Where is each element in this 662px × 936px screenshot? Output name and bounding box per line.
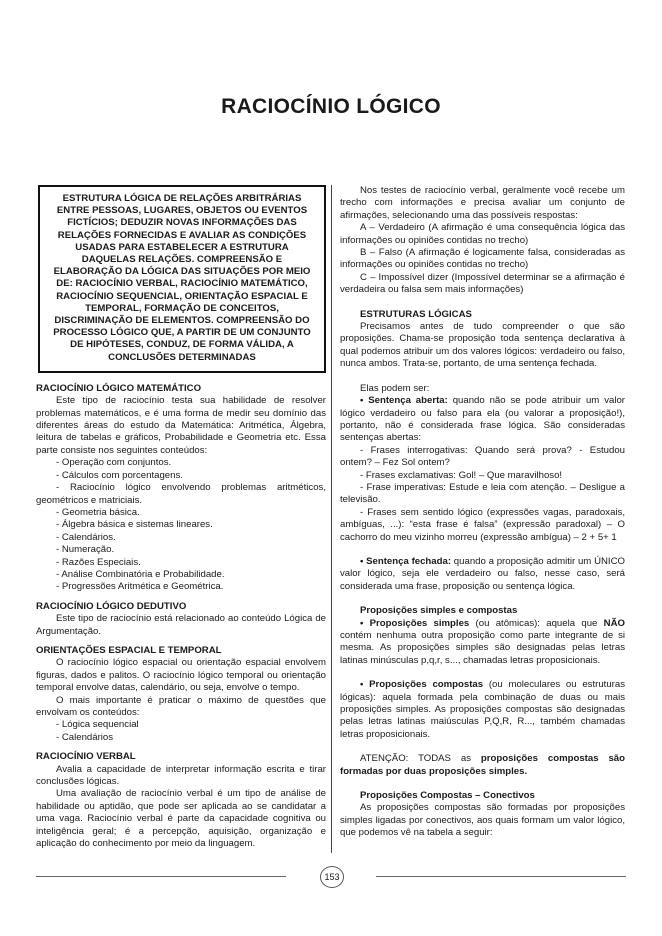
list-item: - Frases interrogativas: Quando será prova? - Estudou ontem? – Fez Sol ontem? xyxy=(340,444,625,469)
paragraph: Uma avaliação de raciocínio verbal é um tipo de análise de habilidade ou aptidão, que pode ser aplicada ao se candidatar a uma vaga. Raciocínio verbal é parte da capacidade cognitiva ou inteligência geral; é a percepção, aquisição, organização e aplicação do conhecimento por meio da linguagem. xyxy=(36,788,326,850)
paragraph-sentenca-fechada: • Sentença fechada: quando a proposição admitir um ÚNICO valor lógico, seja ele verdadeiro ou falso, nesse caso, será considerada uma frase, proposição ou sentença lógica. xyxy=(340,555,625,592)
list-item: - Frase imperativas: Estude e leia com atenção. – Desligue a televisão. xyxy=(340,481,625,506)
page-number: 153 xyxy=(320,866,344,888)
attention-note: ATENÇÃO: TODAS as proposições compostas são formadas por duas proposições simples. xyxy=(340,753,625,777)
answer-option: C – Impossível dizer (Impossível determinar se a afirmação é verdadeira ou falsa sem mais informações) xyxy=(340,271,625,296)
term-label: • Sentença fechada: xyxy=(360,555,452,567)
term-label: • Proposições compostas xyxy=(360,679,484,691)
paragraph: O raciocínio lógico espacial ou orientação espacial envolvem figuras, dados e palitos. O raciocínio lógico temporal ou orientação temporal envolve datas, calendário, ou seja, envolve o tempo. xyxy=(36,657,326,694)
list-item: - Geometria básica. xyxy=(56,506,140,518)
section-heading-conectivos: Proposições Compostas – Conectivos xyxy=(360,790,535,802)
list-item: - Análise Combinatória e Probabilidade. xyxy=(56,568,225,580)
section-heading-matematico: RACIOCÍNIO LÓGICO MATEMÁTICO xyxy=(36,382,202,394)
list-item: - Progressões Aritmética e Geométrica. xyxy=(56,581,224,593)
list-item: - Raciocínio lógico envolvendo problemas aritméticos, geométricos e matriciais. xyxy=(36,482,326,506)
list-item: - Frases exclamativas: Gol! – Que maravilhoso! xyxy=(360,469,563,481)
term-label: • Sentença aberta: xyxy=(360,395,448,407)
paragraph: As proposições compostas são formadas por proposições simples ligadas por conectivos, aos quais formam um valor lógico, que podemos vê na tabela a seguir: xyxy=(340,802,625,839)
content-list xyxy=(36,457,326,593)
paragraph-sentenca-aberta: • Sentença aberta: quando não se pode atribuir um valor lógico verdadeiro ou falso para ela (ou valorar a proposição!), portanto, não é considerada frase lógica. São consideradas sentenças abertas: xyxy=(340,395,625,444)
paragraph: Elas podem ser: xyxy=(360,382,430,394)
page-title: RACIOCÍNIO LÓGICO xyxy=(221,95,441,118)
list-item: - Numeração. xyxy=(56,544,115,556)
section-heading-proposicoes: Proposições simples e compostas xyxy=(360,605,518,617)
paragraph: Este tipo de raciocínio está relacionado ao conteúdo Lógica de Argumentação. xyxy=(36,613,326,637)
paragraph: Este tipo de raciocínio testa sua habilidade de resolver problemas matemáticos, e é uma forma de medir seu domínio das diferentes áreas do estudo da Matemática: Aritmética, Álgebra, leitura de tabelas e gráficos, Probabilidade e Geometria etc. Essa parte consiste nos seguintes conteúdos: xyxy=(36,395,326,456)
left-column xyxy=(36,185,326,850)
term-label: • Proposições simples xyxy=(360,617,470,629)
paragraph: Nos testes de raciocínio verbal, geralmente você recebe um trecho com informações e precisa avaliar um conjunto de afirmações, selecionando uma das possíveis respostas: xyxy=(340,185,625,221)
section-heading-espacial: ORIENTAÇÕES ESPACIAL E TEMPORAL xyxy=(36,644,222,656)
paragraph-proposicoes-compostas: • Proposições compostas (ou moleculares ou estruturas lógicas): aquela formada pela combinação de duas ou mais proposições simples. As proposições compostas são designadas pelas letras latinas maiúsculas P,Q,R, R..., também chamadas letras proposicionais. xyxy=(340,679,626,740)
section-heading-dedutivo: RACIOCÍNIO LÓGICO DEDUTIVO xyxy=(36,600,187,612)
list-item: - Frases sem sentido lógico (expressões vagas, paradoxais, ambíguas, ...): “esta frase é falsa” (expressão paradoxal) – O cachorro do meu vizinho morreu (expressão ambígua) – 2 + 5+ 1 xyxy=(340,506,625,543)
topic-box: ESTRUTURA LÓGICA DE RELAÇÕES ARBITRÁRIAS ENTRE PESSOAS, LUGARES, OBJETOS OU EVENTOS FICTÍCIOS; DEDUZIR NOVAS INFORMAÇÕES DAS RELAÇÕES FORNECIDAS E AVALIAR AS CONDIÇÕES USADAS PARA ESTABELECER A ESTRUTURA DAQUELAS RELAÇÕES. COMPREENSÃO E ELABORAÇÃO DA LÓGICA DAS SITUAÇÕES POR MEIO DE: RACIOCÍNIO VERBAL, RACIOCÍNIO MATEMÁTICO, RACIOCÍNIO SEQUENCIAL, ORIENTAÇÃO ESPACIAL E TEMPORAL, FORMAÇÃO DE CONCEITOS, DISCRIMINAÇÃO DE ELEMENTOS. COMPREENSÃO DO PROCESSO LÓGICO QUE, A PARTIR DE UM CONJUNTO DE HIPÓTESES, CONDUZ, DE FORMA VÁLIDA, A CONCLUSÕES DETERMINADAS xyxy=(38,185,326,373)
right-column xyxy=(340,185,625,840)
answer-option: B – Falso (A afirmação é logicamente falsa, consideradas as informações ou opiniões contidas no trecho) xyxy=(340,247,625,271)
footer-rule-right xyxy=(376,876,626,877)
column-divider xyxy=(331,185,332,853)
list-item: - Calendários xyxy=(56,731,114,743)
answer-option: A – Verdadeiro (A afirmação é uma consequência lógica das informações ou opiniões contidas no trecho) xyxy=(340,222,625,246)
paragraph: Precisamos antes de tudo compreender o que são proposições. Chama-se proposição toda sentença declarativa à qual podemos atribuir um dos valores lógicos: verdadeiro ou falso, nunca ambos. Trata-se, portanto, de uma sentença fechada. xyxy=(340,321,625,370)
list-item: - Calendários. xyxy=(56,531,116,543)
section-heading-estruturas: ESTRUTURAS LÓGICAS xyxy=(360,308,472,320)
list-item: - Operação com conjuntos. xyxy=(56,457,172,469)
page-footer xyxy=(0,866,662,888)
list-item: - Álgebra básica e sistemas lineares. xyxy=(56,519,213,531)
paragraph: O mais importante é praticar o máximo de questões que envolvam os conteúdos: xyxy=(36,694,326,718)
section-heading-verbal: RACIOCÍNIO VERBAL xyxy=(36,751,136,763)
footer-rule-left xyxy=(36,876,286,877)
list-item: - Lógica sequencial xyxy=(56,719,139,731)
list-item: - Cálculos com porcentagens. xyxy=(56,469,183,481)
paragraph: Avalia a capacidade de interpretar informação escrita e tirar conclusões lógicas. xyxy=(36,763,326,788)
list-item: - Razões Especiais. xyxy=(56,556,141,568)
paragraph-proposicoes-simples: • Proposições simples (ou atômicas): aquela que NÃO contém nenhuma outra proposição como parte integrante de si mesma. As proposições simples são designadas pelas letras latinas minúsculas p,q,r, s..., chamadas letras proposicionais. xyxy=(340,617,625,666)
